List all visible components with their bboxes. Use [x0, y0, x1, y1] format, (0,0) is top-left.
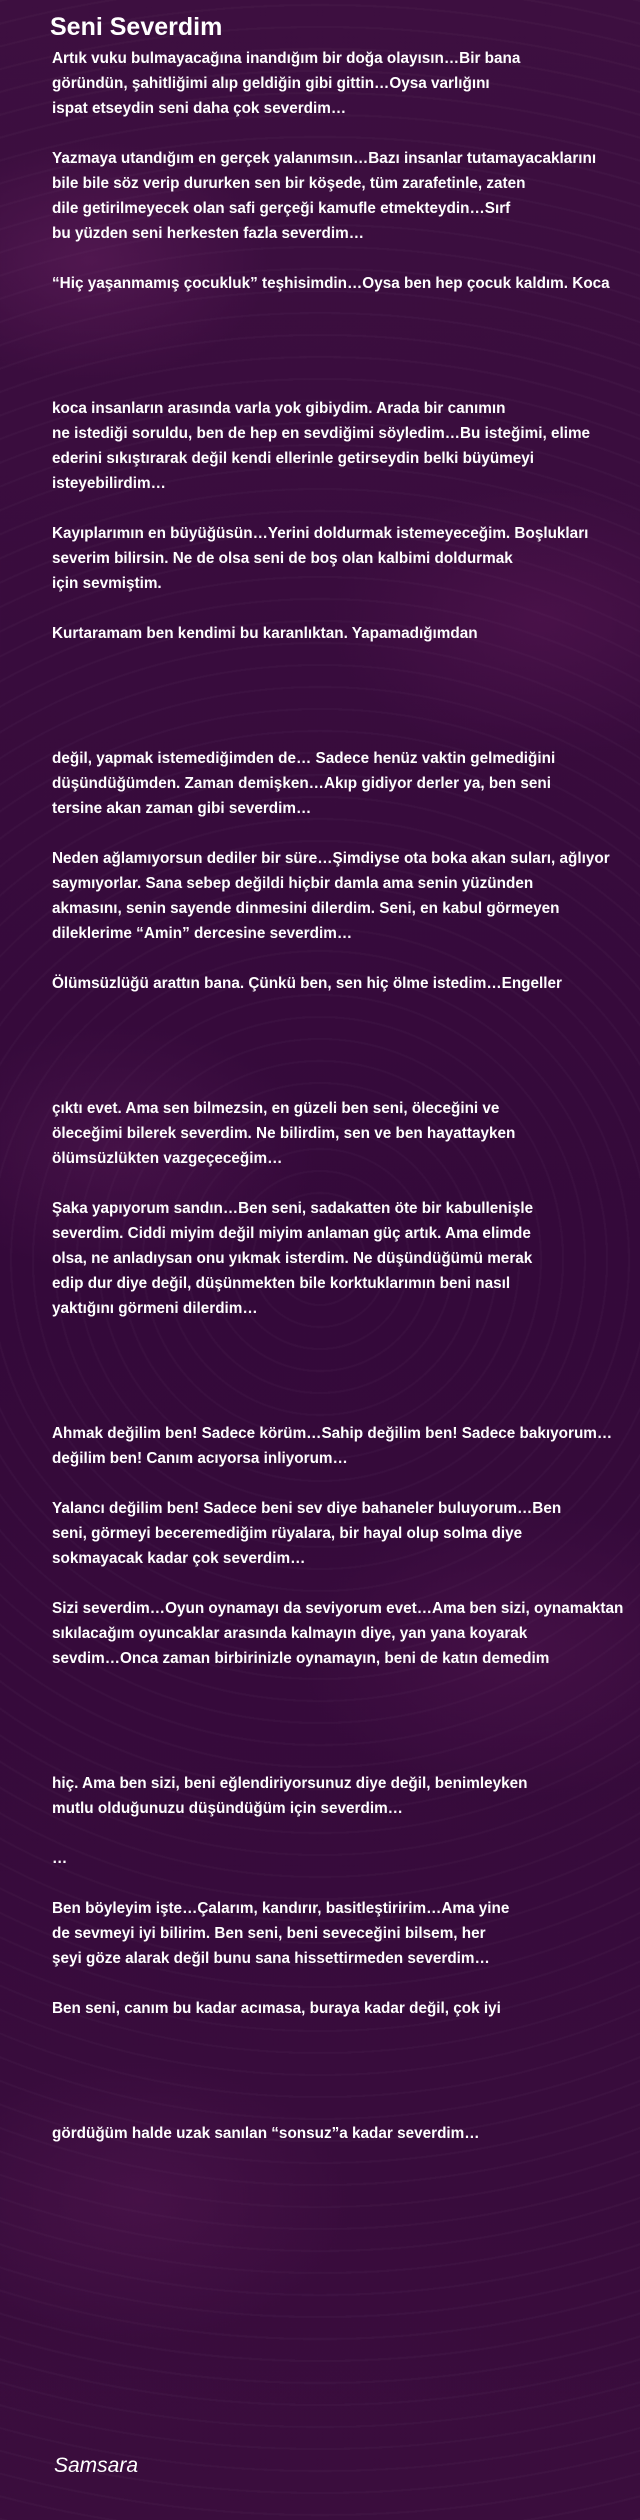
ad-gap — [52, 646, 640, 746]
ad-gap — [52, 2021, 640, 2121]
poem-line: isteyebilirdim… — [52, 475, 166, 492]
poem-line: Kurtaramam ben kendimi bu karanlıktan. Yapamadığımdan — [52, 625, 478, 642]
poem-line: Yalancı değilim ben! Sadece beni sev diye bahaneler buluyorum…Ben — [52, 1500, 562, 1517]
poem-line: yaktığını görmeni dilerdim… — [52, 1300, 258, 1317]
stanza-gap — [52, 1571, 640, 1596]
ad-gap — [52, 1671, 640, 1771]
poem-line: mutlu olduğunuzu düşündüğüm için severdim… — [52, 1800, 403, 1817]
poem-line: akmasını, senin sayende dinmesini dilerdim. Seni, en kabul görmeyen — [52, 900, 560, 917]
poem-line: ne istediği soruldu, ben de hep en sevdiğimi söyledim…Bu isteğimi, elime — [52, 425, 591, 442]
poem-line: Neden ağlamıyorsun dediler bir süre…Şimdiyse ota boka akan suları, ağlıyor — [52, 850, 610, 867]
poem-title: Seni Severdim — [50, 13, 223, 41]
poem-line: koca insanların arasında varla yok gibiydim. Arada bir canımın — [52, 400, 506, 417]
ad-gap — [52, 296, 640, 396]
poem-line: sokmayacak kadar çok severdim… — [52, 1550, 306, 1567]
poem-line: Artık vuku bulmayacağına inandığım bir doğa olayısın…Bir bana — [52, 50, 521, 67]
poem-line: göründün, şahitliğimi alıp geldiğin gibi gittin…Oysa varlığını — [52, 75, 490, 92]
poem-line: sevdim…Onca zaman birbirinizle oynamayın, beni de katın demedim — [52, 1650, 550, 1667]
ad-gap — [52, 1321, 640, 1421]
stanza-gap — [52, 596, 640, 621]
poem-line: dile getirilmeyecek olan safi gerçeği kamufle etmekteydin…Sırf — [52, 200, 511, 217]
poem-line: bu yüzden seni herkesten fazla severdim… — [52, 225, 364, 242]
poem-line: tersine akan zaman gibi severdim… — [52, 800, 312, 817]
poem-line: gördüğüm halde uzak sanılan “sonsuz”a kadar severdim… — [52, 2125, 480, 2142]
stanza-gap — [52, 946, 640, 971]
poem-line: ederini sıkıştırarak değil kendi ellerinle getirseydin belki büyümeyi — [52, 450, 535, 467]
stanza-gap — [52, 821, 640, 846]
stanza-gap — [52, 246, 640, 271]
poem-line: … — [52, 1850, 68, 1867]
poem-line: de sevmeyi iyi bilirim. Ben seni, beni seveceğini bilsem, her — [52, 1925, 486, 1942]
poem-line: Ahmak değilim ben! Sadece körüm…Sahip değilim ben! Sadece bakıyorum… — [52, 1425, 613, 1442]
poem-line: Kayıplarımın en büyüğüsün…Yerini doldurmak istemeyeceğim. Boşlukları — [52, 525, 589, 542]
poem-line: olsa, ne anladıysan onu yıkmak isterdim. Ne düşündüğümü merak — [52, 1250, 533, 1267]
poem-line: hiç. Ama ben sizi, beni eğlendiriyorsunuz diye değil, benimleyken — [52, 1775, 528, 1792]
poem-line: değilim ben! Canım acıyorsa inliyorum… — [52, 1450, 348, 1467]
poem-line: ispat etseydin seni daha çok severdim… — [52, 100, 347, 117]
stanza-gap — [52, 121, 640, 146]
poem-line: öleceğimi bilerek severdim. Ne bilirdim, sen ve ben hayattayken — [52, 1125, 516, 1142]
poem-line: dileklerime “Amin” dercesine severdim… — [52, 925, 353, 942]
poem-body — [52, 46, 640, 2146]
poem-line: sıkılacağım oyuncaklar arasında kalmayın diye, yan yana koyarak — [52, 1625, 528, 1642]
poem-line: Şaka yapıyorum sandın…Ben seni, sadakatten öte bir kabullenişle — [52, 1200, 534, 1217]
poem-line: ölümsüzlükten vazgeçeceğim… — [52, 1150, 283, 1167]
poem-line: “Hiç yaşanmamış çocukluk” teşhisimdin…Oysa ben hep çocuk kaldım. Koca — [52, 275, 610, 292]
poem-line: düşündüğümden. Zaman demişken…Akıp gidiyor derler ya, ben seni — [52, 775, 551, 792]
poem-line: severim bilirsin. Ne de olsa seni de boş olan kalbimi doldurmak — [52, 550, 513, 567]
poem-line: Yazmaya utandığım en gerçek yalanımsın…Bazı insanlar tutamayacaklarını — [52, 150, 597, 167]
poem-line: çıktı evet. Ama sen bilmezsin, en güzeli ben seni, öleceğini ve — [52, 1100, 500, 1117]
poem-line: Sizi severdim…Oyun oynamayı da seviyorum evet…Ama ben sizi, oynamaktan — [52, 1600, 624, 1617]
poem-line: Ben seni, canım bu kadar acımasa, buraya kadar değil, çok iyi — [52, 2000, 501, 2017]
stanza-gap — [52, 1871, 640, 1896]
stanza-gap — [52, 1171, 640, 1196]
stanza-gap — [52, 1471, 640, 1496]
poem-line: bile bile söz verip dururken sen bir köşede, tüm zarafetinle, zaten — [52, 175, 526, 192]
poem-line: seni, görmeyi beceremediğim rüyalara, bir hayal olup solma diye — [52, 1525, 523, 1542]
poem-line: şeyi göze alarak değil bunu sana hissettirmeden severdim… — [52, 1950, 490, 1967]
stanza-gap — [52, 1971, 640, 1996]
poem-line: Ölümsüzlüğü arattın bana. Çünkü ben, sen hiç ölme istedim…Engeller — [52, 975, 562, 992]
stanza-gap — [52, 496, 640, 521]
poem-line: değil, yapmak istemediğimden de… Sadece henüz vaktin gelmediğini — [52, 750, 556, 767]
poem-line: severdim. Ciddi miyim değil miyim anlaman güç artık. Ama elimde — [52, 1225, 531, 1242]
poem-line: için sevmiştim. — [52, 575, 162, 592]
author-name[interactable]: Samsara — [54, 2454, 139, 2477]
poem-line: saymıyorlar. Sana sebep değildi hiçbir damla ama senin yüzünden — [52, 875, 534, 892]
ad-gap — [52, 996, 640, 1096]
poem-line: Ben böyleyim işte…Çalarım, kandırır, basitleştiririm…Ama yine — [52, 1900, 510, 1917]
poem-line: edip dur diye değil, düşünmekten bile korktuklarımın beni nasıl — [52, 1275, 511, 1292]
stanza-gap — [52, 1821, 640, 1846]
